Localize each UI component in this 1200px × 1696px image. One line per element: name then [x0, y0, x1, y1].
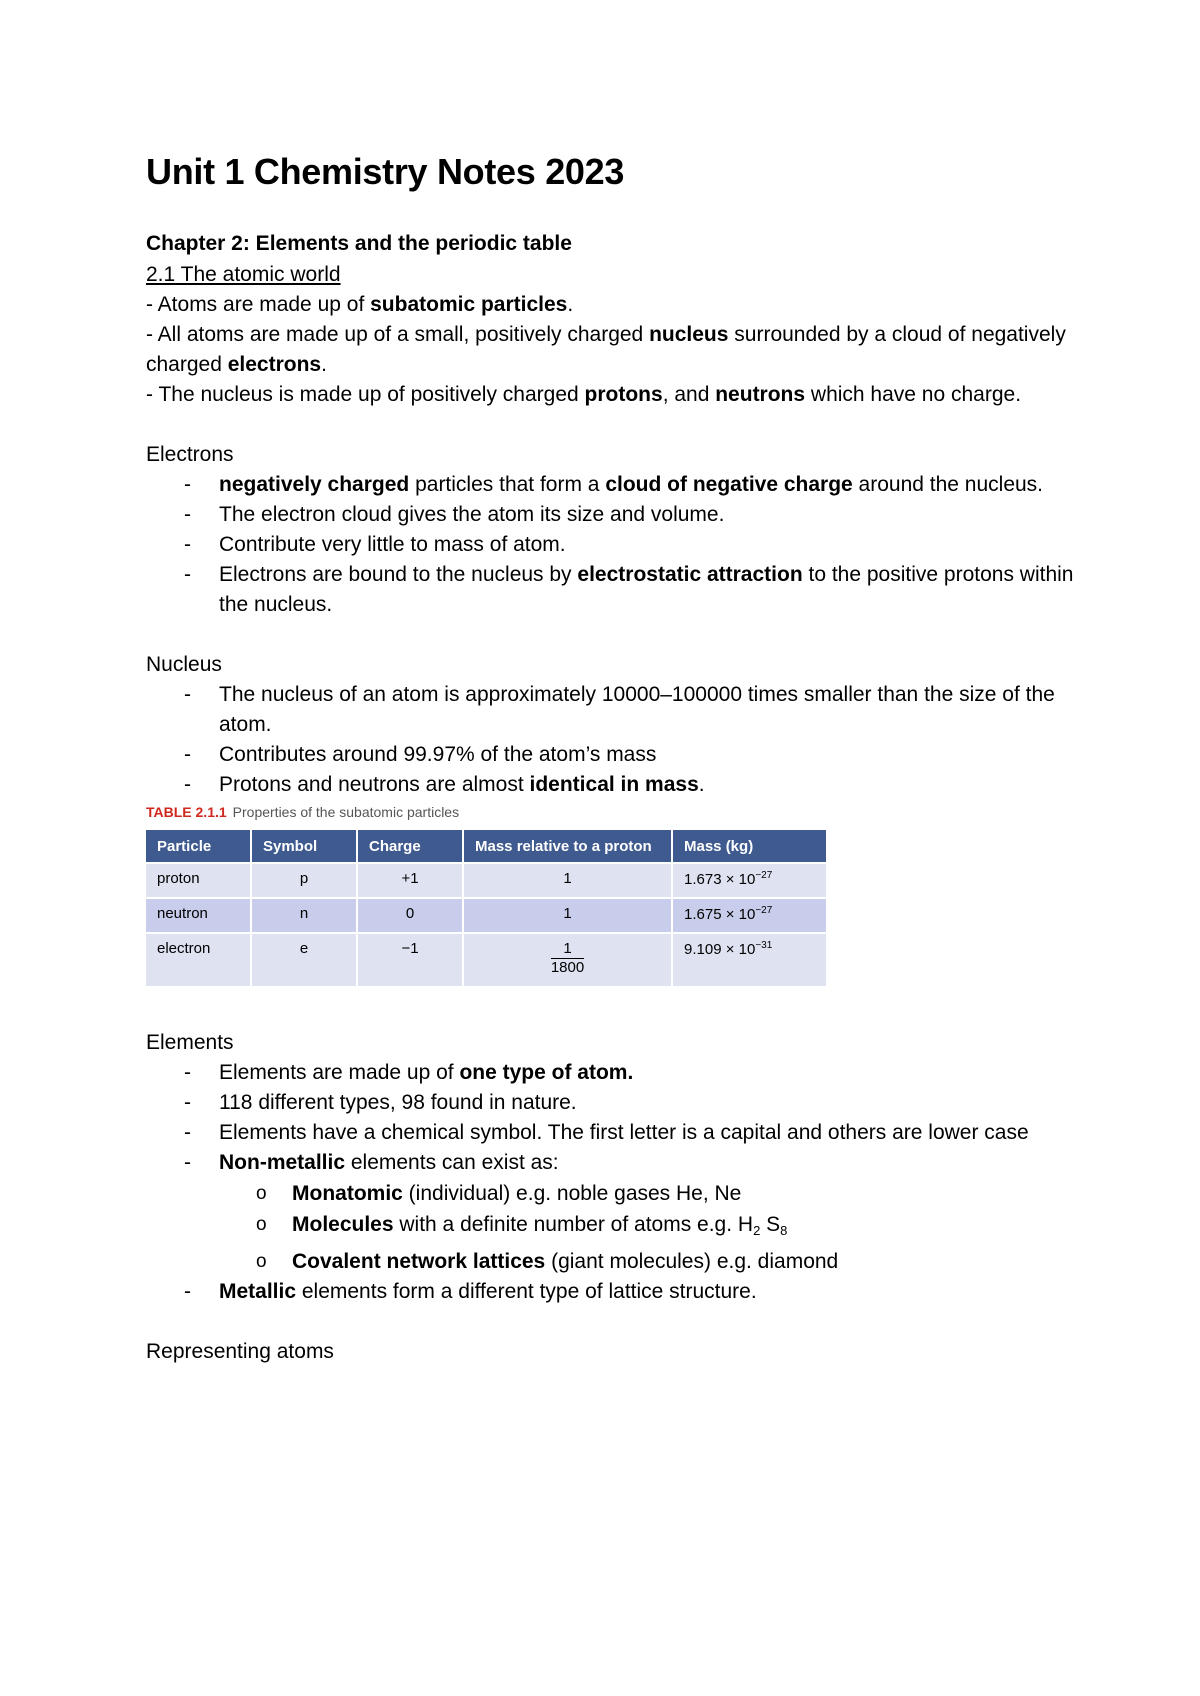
- column-header: Charge: [357, 830, 463, 863]
- subatomic-particles-table: [146, 830, 828, 986]
- list-item: - Elements have a chemical symbol. The first letter is a capital and others are lower case: [146, 1118, 1076, 1148]
- list-item: - negatively charged particles that form a cloud of negative charge around the nucleus.: [146, 470, 1076, 500]
- list-item: - The nucleus of an atom is approximately 10000–100000 times smaller than the size of the atom.: [146, 680, 1076, 740]
- list-item: - Contributes around 99.97% of the atom’s mass: [146, 740, 1076, 770]
- column-header: Symbol: [251, 830, 357, 863]
- list-item: - Elements are made up of one type of atom.: [146, 1058, 1076, 1088]
- intro-line-3: - The nucleus is made up of positively charged protons, and neutrons which have no charge.: [146, 383, 1022, 406]
- intro-line-2: - All atoms are made up of a small, positively charged nucleus surrounded by a cloud of negatively charged electrons.: [146, 323, 1066, 376]
- list-item: - Protons and neutrons are almost identical in mass.: [146, 770, 1076, 800]
- list-item: - Electrons are bound to the nucleus by electrostatic attraction to the positive protons within the nucleus.: [146, 560, 1076, 620]
- table-caption-text: Properties of the subatomic particles: [232, 804, 460, 820]
- symbol-cell: n: [251, 898, 357, 933]
- sub-list-item: o Covalent network lattices (giant molecules) e.g. diamond: [146, 1246, 1076, 1277]
- table-caption: [146, 802, 1076, 822]
- particle-cell: electron: [146, 933, 251, 986]
- relative-mass-cell: 1: [463, 863, 672, 898]
- intro-line-1: - Atoms are made up of subatomic particles.: [146, 293, 574, 316]
- charge-cell: +1: [357, 863, 463, 898]
- document-page: [146, 150, 1076, 1367]
- mass-cell: $1.673 \times 10^{-27}$: [672, 863, 827, 898]
- column-header: Mass relative to a proton: [463, 830, 672, 863]
- list-item: - 118 different types, 98 found in nature.: [146, 1088, 1076, 1118]
- sub-list-item: o Monatomic (individual) e.g. noble gases He, Ne: [146, 1178, 1076, 1209]
- non-metallic-forms-list: [146, 1178, 1076, 1277]
- list-item: - Non-metallic elements can exist as:: [146, 1148, 1076, 1178]
- representing-atoms-heading: Representing atoms: [146, 1340, 334, 1363]
- list-item: - Contribute very little to mass of atom.: [146, 530, 1076, 560]
- table-label: TABLE 2.1.1: [146, 804, 227, 820]
- sub-list-item: o Molecules with a definite number of atoms e.g. $H_2$ $S_8$: [146, 1209, 1076, 1246]
- table-header-row: [146, 830, 827, 863]
- column-header: Particle: [146, 830, 251, 863]
- relative-mass-cell: 1: [463, 898, 672, 933]
- section-heading: 2.1 The atomic world: [146, 263, 341, 286]
- fraction: $\frac{1}{1800}$: [550, 940, 585, 976]
- elements-list-continued: [146, 1277, 1076, 1307]
- electrons-list: [146, 470, 1076, 620]
- elements-heading: Elements: [146, 1031, 234, 1054]
- particle-cell: neutron: [146, 898, 251, 933]
- charge-cell: −1: [357, 933, 463, 986]
- list-item: - The electron cloud gives the atom its size and volume.: [146, 500, 1076, 530]
- mass-cell: $9.109 \times 10^{-31}$: [672, 933, 827, 986]
- column-header: Mass (kg): [672, 830, 827, 863]
- list-item: - Metallic elements form a different type of lattice structure.: [146, 1277, 1076, 1307]
- table-row: [146, 863, 827, 898]
- chapter-heading: Chapter 2: Elements and the periodic table: [146, 232, 572, 255]
- document-title: Unit 1 Chemistry Notes 2023: [146, 151, 625, 192]
- elements-list: [146, 1058, 1076, 1178]
- table-row: [146, 933, 827, 986]
- symbol-cell: e: [251, 933, 357, 986]
- nucleus-heading: Nucleus: [146, 653, 222, 676]
- table-row: [146, 898, 827, 933]
- particle-cell: proton: [146, 863, 251, 898]
- symbol-cell: p: [251, 863, 357, 898]
- nucleus-list: [146, 680, 1076, 800]
- electrons-heading: Electrons: [146, 443, 234, 466]
- relative-mass-cell: [463, 933, 672, 986]
- charge-cell: 0: [357, 898, 463, 933]
- mass-cell: $1.675 \times 10^{-27}$: [672, 898, 827, 933]
